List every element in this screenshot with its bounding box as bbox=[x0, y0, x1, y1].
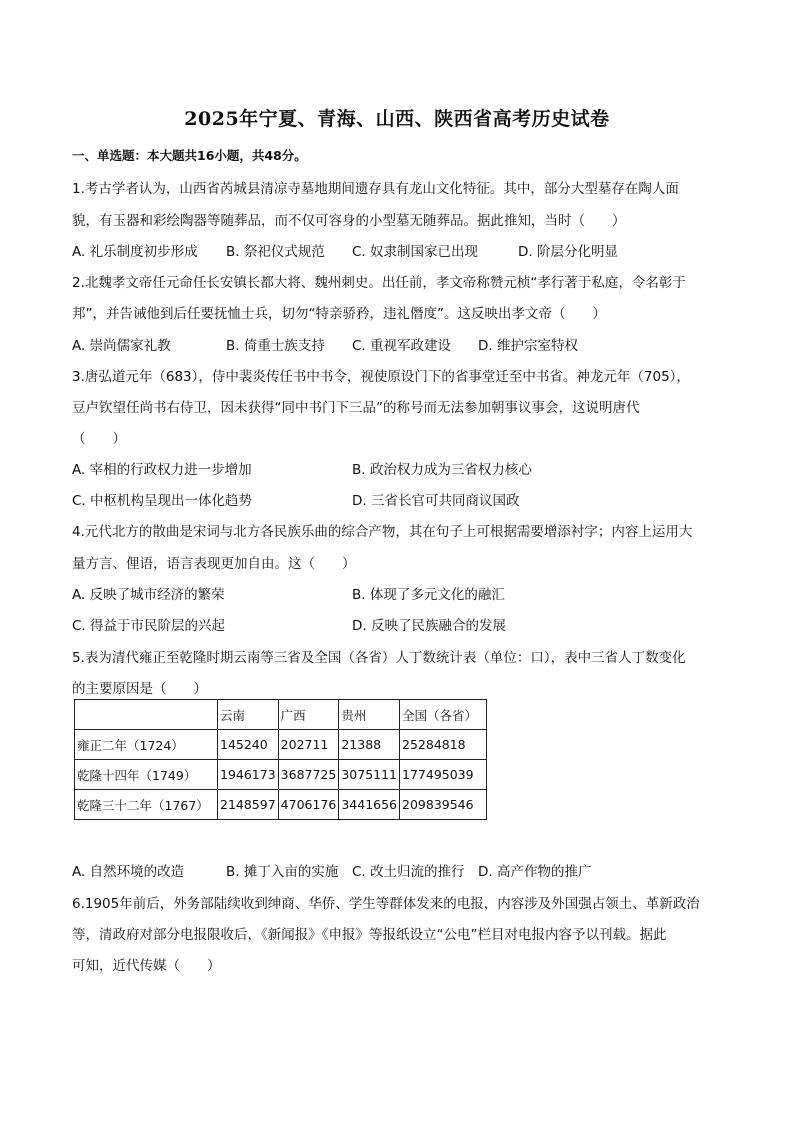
table-cell: 209839546 bbox=[400, 790, 487, 820]
q4-stem-line2: 量方言、俚语，语言表现更加自由。这（ ） bbox=[72, 556, 356, 572]
table-cell: 乾隆三十二年（1767） bbox=[75, 790, 218, 820]
table-cell: 雍正二年（1724） bbox=[75, 730, 218, 760]
q4-stem-line1: 4.元代北方的散曲是宋词与北方各民族乐曲的综合产物，其在句子上可根据需要增添衬字；内容上运用大 bbox=[72, 524, 693, 540]
q3-option-c: C. 中枢机构呈现出一体化趋势 bbox=[72, 493, 253, 509]
q6-stem-line3: 可知，近代传媒（ ） bbox=[72, 958, 221, 974]
q2-option-c: C. 重视军政建设 bbox=[352, 338, 452, 354]
q6-stem-line2: 等，清政府对部分电报限收后，《新闻报》《申报》等报纸设立“公电”栏目对电报内容予以刊载。据此 bbox=[72, 927, 667, 943]
table-cell: 2148597 bbox=[218, 790, 279, 820]
q3-option-b: B. 政治权力成为三省权力核心 bbox=[352, 462, 532, 478]
table-header-cell: 贵州 bbox=[339, 700, 400, 730]
table-cell: 21388 bbox=[339, 730, 400, 760]
q3-stem-line2: 豆卢钦望任尚书右侍卫，因未获得“同中书门下三品”的称号而无法参加朝事议事会，这说明唐代 bbox=[72, 400, 640, 416]
q3-option-d: D. 三省长官可共同商议国政 bbox=[352, 493, 520, 509]
q1-option-a: A. 礼乐制度初步形成 bbox=[72, 244, 198, 260]
q2-stem-line1: 2.北魏孝文帝任元命任长安镇长都大将、魏州刺史。出任前，孝文帝称赞元桢“孝行著于私庭，令名彰于 bbox=[72, 275, 686, 291]
exam-title: 2025年宁夏、青海、山西、陕西省高考历史试卷 bbox=[184, 108, 610, 130]
table-cell: 4706176 bbox=[278, 790, 339, 820]
q1-option-b: B. 祭祀仪式规范 bbox=[226, 244, 325, 260]
q6-stem-line1: 6.1905年前后，外务部陆续收到绅商、华侨、学生等群体发来的电报，内容涉及外国强占领土、革新政治 bbox=[72, 896, 700, 912]
table-cell: 202711 bbox=[278, 730, 339, 760]
table-header-cell: 云南 bbox=[218, 700, 279, 730]
q4-option-b: B. 体现了多元文化的融汇 bbox=[352, 587, 505, 603]
q5-option-a: A. 自然环境的改造 bbox=[72, 864, 185, 880]
table-cell: 3687725 bbox=[278, 760, 339, 790]
q3-stem-line3: （ ） bbox=[72, 431, 126, 447]
table-cell: 3075111 bbox=[339, 760, 400, 790]
table-header-cell: 全国（各省） bbox=[400, 700, 487, 730]
q1-option-c: C. 奴隶制国家已出现 bbox=[352, 244, 479, 260]
q3-option-a: A. 宰相的行政权力进一步增加 bbox=[72, 462, 252, 478]
q4-option-a: A. 反映了城市经济的繁荣 bbox=[72, 587, 225, 603]
q3-stem-line1: 3.唐弘道元年（683），侍中裴炎传任书中书令，视使原设门下的省事堂迁至中书省。神龙元年（705）， bbox=[72, 369, 690, 385]
table-header-cell bbox=[75, 700, 218, 730]
table-cell: 177495039 bbox=[400, 760, 487, 790]
table-cell: 3441656 bbox=[339, 790, 400, 820]
q1-stem-line1: 1.考古学者认为，山西省芮城县清凉寺墓地期间遗存具有龙山文化特征。其中，部分大型墓存在陶人面 bbox=[72, 181, 679, 197]
q1-option-d: D. 阶层分化明显 bbox=[518, 244, 618, 260]
table-cell: 145240 bbox=[218, 730, 279, 760]
q2-option-b: B. 倚重士族支持 bbox=[226, 338, 325, 354]
table-row bbox=[75, 790, 487, 820]
table-cell: 乾隆十四年（1749） bbox=[75, 760, 218, 790]
table-cell: 25284818 bbox=[400, 730, 487, 760]
table-header-row bbox=[75, 700, 487, 730]
q5-stem-line2: 的主要原因是（ ） bbox=[72, 681, 207, 697]
population-table bbox=[74, 699, 487, 820]
q2-option-a: A. 崇尚儒家礼教 bbox=[72, 338, 171, 354]
q1-stem-line2: 貌，有玉器和彩绘陶器等随葬品，而不仅可容身的小型墓无随葬品。据此推知，当时（ ） bbox=[72, 213, 626, 229]
q5-option-b: B. 摊丁入亩的实施 bbox=[226, 864, 339, 880]
q4-option-c: C. 得益于市民阶层的兴起 bbox=[72, 618, 226, 634]
section-heading: 一、单选题：本大题共16小题，共48分。 bbox=[72, 148, 307, 163]
table-row bbox=[75, 730, 487, 760]
table-cell: 1946173 bbox=[218, 760, 279, 790]
q5-option-d: D. 高产作物的推广 bbox=[478, 864, 592, 880]
q5-option-c: C. 改土归流的推行 bbox=[352, 864, 465, 880]
table-row bbox=[75, 760, 487, 790]
q5-stem-line1: 5.表为清代雍正至乾隆时期云南等三省及全国（各省）人丁数统计表（单位：口），表中三省人丁数变化 bbox=[72, 650, 686, 666]
q4-option-d: D. 反映了民族融合的发展 bbox=[352, 618, 506, 634]
table-header-cell: 广西 bbox=[278, 700, 339, 730]
q2-stem-line2: 邦”，并告诫他到后任要抚恤士兵，切勿“特亲骄矜，违礼僭度”。这反映出孝文帝（ ） bbox=[72, 306, 606, 322]
q2-option-d: D. 维护宗室特权 bbox=[478, 338, 578, 354]
